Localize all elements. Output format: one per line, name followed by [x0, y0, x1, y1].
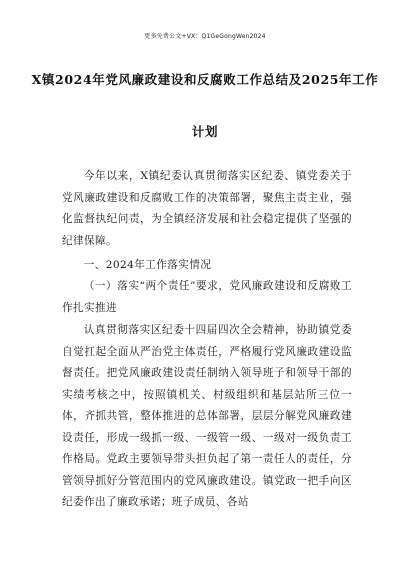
body-paragraph: 认真贯彻落实区纪委十四届四次全会精神，协助镇党委自觉扛起全面从严治党主体责任，严格履行党风廉政建设监督责任。把党风廉政建设责任制纳入领导班子和领导干部的实绩考核之中，按照镇机关、村级组织和基层站所三位一体，齐抓共管，整体推进的总体部署，层层分解党风廉政建设责任，形成一级抓一级、一级管一级、一级对一级负责工作格局。党政主要领导带头担负起了第一责任人的责任，分管领导抓好分管范围内的党风廉政建设。镇党政一把手向区纪委作出了廉政承诺；班子成员、各站 — [62, 324, 352, 508]
header-note: 更多免费公文+VX：Q1GeGongWen2024 — [144, 33, 266, 40]
document-title: X镇2024年党风廉政建设和反腐败工作总结及2025年工作 — [31, 72, 379, 87]
section-heading: 一、2024年工作落实情况 — [83, 259, 212, 271]
intro-paragraph: 今年以来，X镇纪委认真贯彻落实区纪委、镇党委关于党风廉政建设和反腐败工作的决策部署，聚焦主责主业，强化监督执纪问责，为全镇经济发展和社会稳定提供了坚强的纪律保障。 — [62, 170, 352, 247]
document-title-continued: 计划 — [191, 124, 219, 139]
subsection-heading: （一）落实“两个责任”要求，党风廉政建设和反腐败工作扎实推进 — [62, 280, 352, 314]
